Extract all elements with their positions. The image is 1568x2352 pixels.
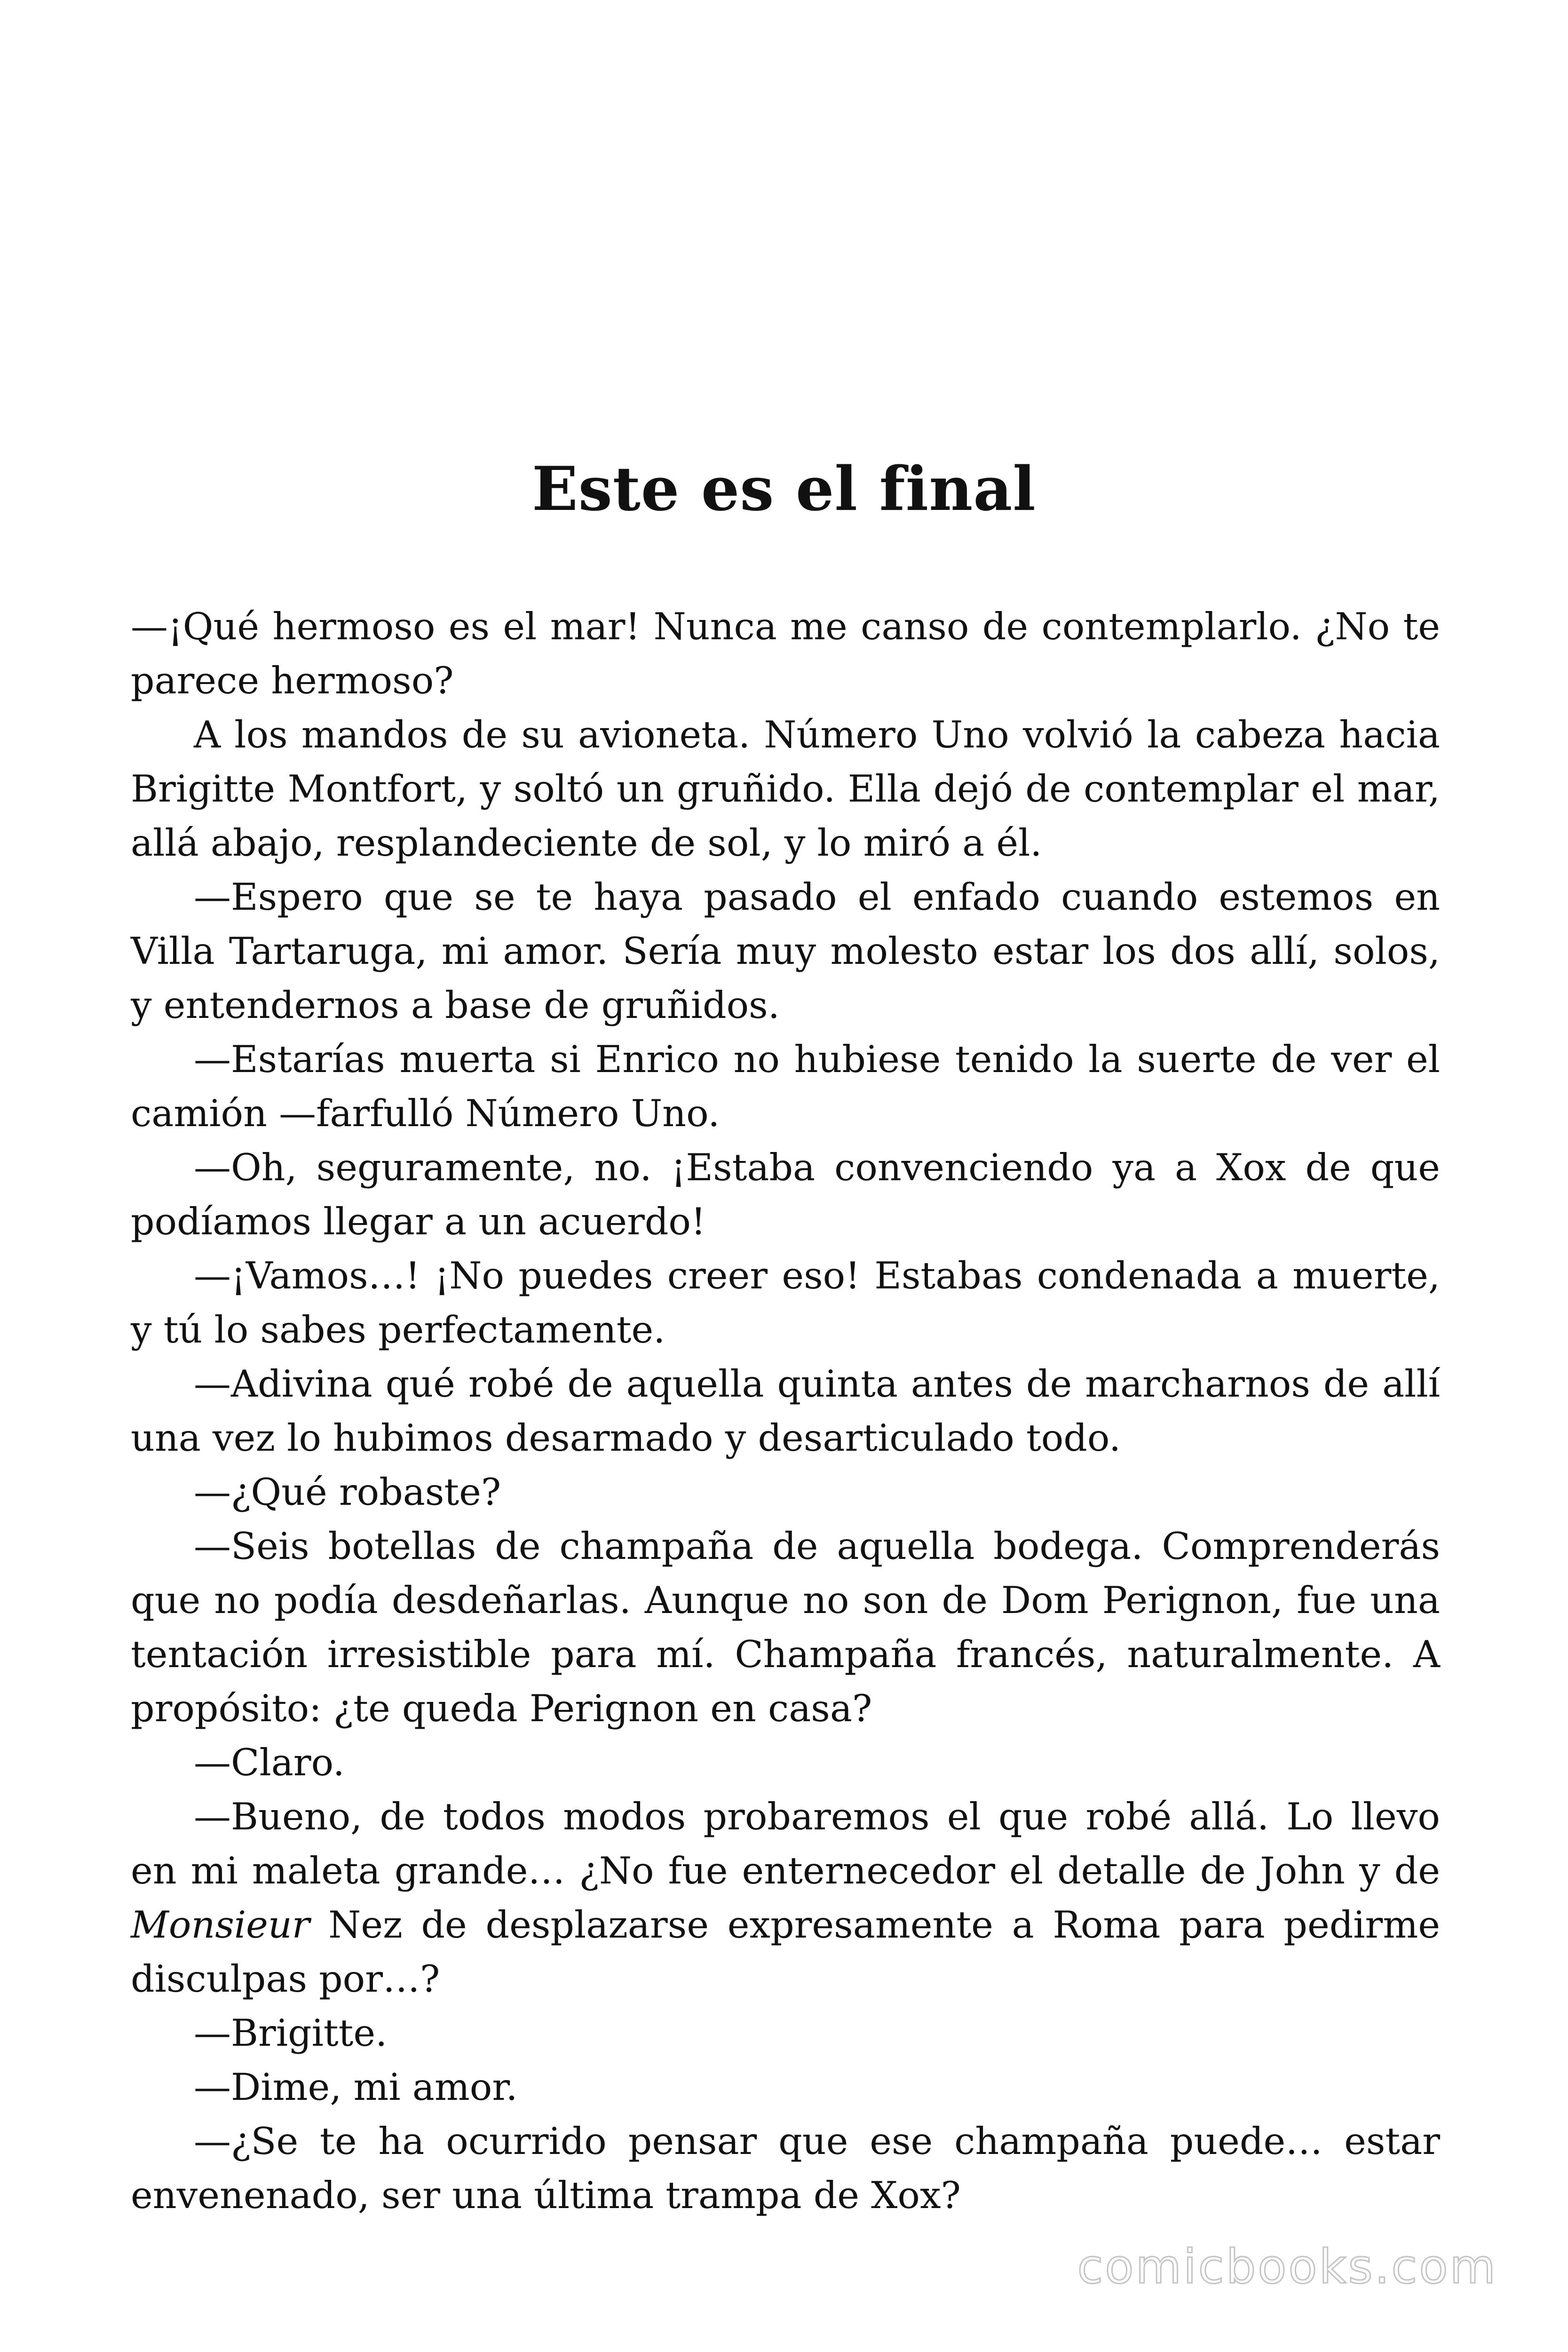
paragraph [131, 1790, 1440, 2006]
paragraph: A los mandos de su avioneta. Número Uno volvió la cabeza hacia Brigitte Montfort, y soltó un gruñido. Ella dejó de contemplar el mar, allá abajo, resplandeciente de sol, y lo miró a él. [131, 713, 1440, 865]
paragraph-text: Nez de desplazarse expresamente a Roma para pedirme disculpas por…? [131, 1903, 1440, 2001]
chapter-body [131, 600, 1440, 2223]
watermark: comicbooks.com [1077, 2239, 1497, 2294]
paragraph: —Oh, seguramente, no. ¡Estaba convenciendo ya a Xox de que podíamos llegar a un acuerdo! [131, 1146, 1440, 1243]
paragraph: —Dime, mi amor. [194, 2066, 518, 2109]
paragraph: —Espero que se te haya pasado el enfado cuando estemos en Villa Tartaruga, mi amor. Sería muy molesto estar los dos allí, solos, y entendernos a base de gruñidos. [131, 875, 1440, 1027]
italic-word: Monsieur [131, 1903, 310, 1947]
paragraph: —Seis botellas de champaña de aquella bodega. Comprenderás que no podía desdeñarlas. Aunque no son de Dom Perignon, fue una tentación irresistible para mí. Champaña francés, naturalmente. A propósito: ¿te queda Perignon en casa? [131, 1525, 1440, 1730]
paragraph: —¿Se te ha ocurrido pensar que ese champaña puede… estar envenenado, ser una última trampa de Xox? [131, 2120, 1440, 2217]
paragraph: —¡Vamos…! ¡No puedes creer eso! Estabas condenada a muerte, y tú lo sabes perfectamente. [131, 1254, 1440, 1351]
paragraph: —¿Qué robaste? [194, 1470, 501, 1514]
paragraph: —Estarías muerta si Enrico no hubiese tenido la suerte de ver el camión —farfulló Número Uno. [131, 1038, 1440, 1135]
chapter-title: Este es el final [532, 454, 1036, 524]
paragraph-text: —Bueno, de todos modos probaremos el que robé allá. Lo llevo en mi maleta grande… ¿No fue enternecedor el detalle de John y de [131, 1795, 1440, 1892]
paragraph: —¡Qué hermoso es el mar! Nunca me canso de contemplarlo. ¿No te parece hermoso? [131, 605, 1440, 702]
paragraph: —Adivina qué robé de aquella quinta antes de marcharnos de allí una vez lo hubimos desarmado y desarticulado todo. [131, 1362, 1440, 1460]
paragraph: —Claro. [194, 1741, 345, 1784]
paragraph: —Brigitte. [194, 2011, 388, 2055]
